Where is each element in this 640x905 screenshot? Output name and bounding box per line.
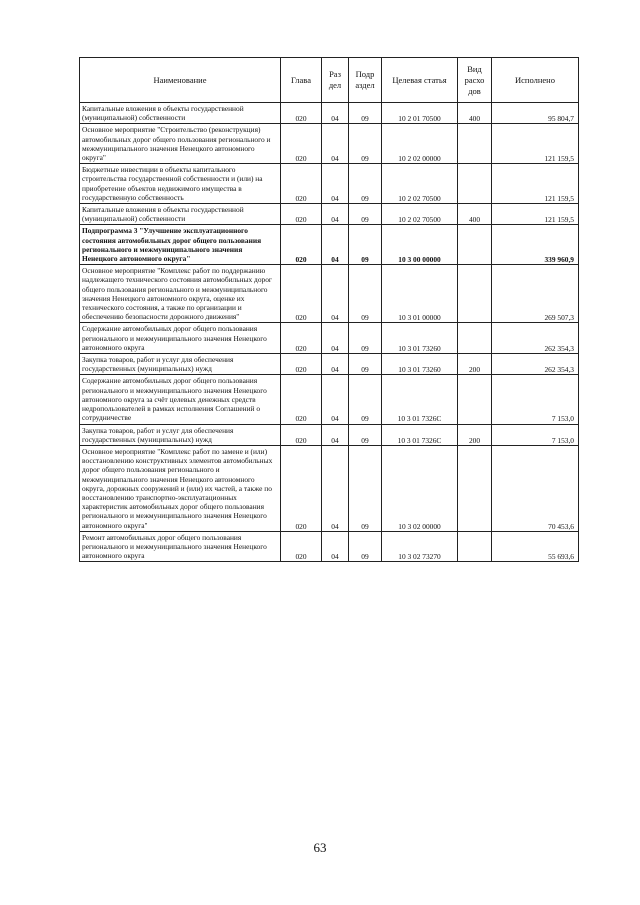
header-celevaya-statya: Целевая статья <box>382 58 458 103</box>
row-glava: 020 <box>281 445 322 531</box>
row-glava: 020 <box>281 225 322 265</box>
row-vid-rashodov: 200 <box>458 354 492 375</box>
row-ispolneno: 262 354,3 <box>492 354 579 375</box>
table-row <box>80 323 579 354</box>
row-name: Капитальные вложения в объекты государственной (муниципальной) собственности <box>80 204 281 225</box>
row-ispolneno: 7 153,0 <box>492 375 579 424</box>
row-celevaya-statya: 10 3 01 7326С <box>382 424 458 445</box>
row-ispolneno: 55 693,6 <box>492 531 579 562</box>
row-vid-rashodov: 400 <box>458 103 492 124</box>
row-razdel: 04 <box>322 375 349 424</box>
row-razdel: 04 <box>322 103 349 124</box>
header-vid-rashodov: Вид расхо дов <box>458 58 492 103</box>
row-razdel: 04 <box>322 323 349 354</box>
row-vid-rashodov <box>458 375 492 424</box>
row-vid-rashodov <box>458 225 492 265</box>
row-name: Основное мероприятие "Комплекс работ по поддержанию надлежащего технического состояния автомобильных дорог общего пользования регионального и межмуниципального значения Ненецкого автономного округа, оценке их технического состояния, а также по организации и обеспечению безопасности дорожного движения" <box>80 265 281 323</box>
row-name: Содержание автомобильных дорог общего пользования регионального и межмуниципального значения Ненецкого автономного округа за счёт целевых денежных средств недропользователей в рамках исполнения Соглашений о сотрудничестве <box>80 375 281 424</box>
row-glava: 020 <box>281 265 322 323</box>
row-celevaya-statya: 10 3 01 00000 <box>382 265 458 323</box>
row-razdel: 04 <box>322 225 349 265</box>
table-row <box>80 531 579 562</box>
header-name: Наименование <box>80 58 281 103</box>
row-podrazdel: 09 <box>349 164 382 204</box>
page-number: 63 <box>313 840 327 855</box>
table-row-subprogram <box>80 225 579 265</box>
row-celevaya-statya: 10 2 02 70500 <box>382 164 458 204</box>
row-razdel: 04 <box>322 204 349 225</box>
row-name: Подпрограмма 3 "Улучшение эксплуатационного состояния автомобильных дорог общего пользования регионального и межмуниципального значения Ненецкого автономного округа" <box>80 225 281 265</box>
row-podrazdel: 09 <box>349 204 382 225</box>
row-name: Капитальные вложения в объекты государственной (муниципальной) собственности <box>80 103 281 124</box>
row-razdel: 04 <box>322 124 349 164</box>
row-glava: 020 <box>281 323 322 354</box>
row-glava: 020 <box>281 424 322 445</box>
row-vid-rashodov <box>458 124 492 164</box>
row-celevaya-statya: 10 3 02 00000 <box>382 445 458 531</box>
row-name: Закупка товаров, работ и услуг для обеспечения государственных (муниципальных) нужд <box>80 354 281 375</box>
table-row <box>80 375 579 424</box>
table-row <box>80 164 579 204</box>
row-podrazdel: 09 <box>349 124 382 164</box>
header-glava: Глава <box>281 58 322 103</box>
row-name: Содержание автомобильных дорог общего пользования регионального и межмуниципального значения Ненецкого автономного округа <box>80 323 281 354</box>
row-celevaya-statya: 10 2 02 70500 <box>382 204 458 225</box>
row-ispolneno: 121 159,5 <box>492 164 579 204</box>
row-podrazdel: 09 <box>349 323 382 354</box>
row-razdel: 04 <box>322 164 349 204</box>
row-name: Основное мероприятие "Комплекс работ по замене и (или) восстановлению конструктивных элементов автомобильных дорог общего пользования регионального и межмуниципального значения Ненецкого автономного округа, дорожных сооружений и (или) их частей, а также по восстановлению транспортно-эксплуатационных характеристик автомобильных дорог общего пользования регионального и межмуниципального значения Ненецкого автономного округа" <box>80 445 281 531</box>
row-razdel: 04 <box>322 445 349 531</box>
table-row <box>80 354 579 375</box>
row-razdel: 04 <box>322 424 349 445</box>
row-ispolneno: 269 507,3 <box>492 265 579 323</box>
header-ispolneno: Исполнено <box>492 58 579 103</box>
row-podrazdel: 09 <box>349 375 382 424</box>
row-celevaya-statya: 10 3 01 7326С <box>382 375 458 424</box>
row-glava: 020 <box>281 531 322 562</box>
row-razdel: 04 <box>322 265 349 323</box>
row-vid-rashodov <box>458 531 492 562</box>
row-name: Закупка товаров, работ и услуг для обеспечения государственных (муниципальных) нужд <box>80 424 281 445</box>
row-vid-rashodov <box>458 445 492 531</box>
table-row <box>80 103 579 124</box>
header-row <box>80 58 579 103</box>
row-glava: 020 <box>281 375 322 424</box>
table-row <box>80 424 579 445</box>
row-name: Основное мероприятие "Строительство (реконструкция) автомобильных дорог общего пользования регионального и межмуниципального значения Ненецкого автономного округа" <box>80 124 281 164</box>
row-glava: 020 <box>281 103 322 124</box>
header-podrazdel: Подр аздел <box>349 58 382 103</box>
row-vid-rashodov: 200 <box>458 424 492 445</box>
header-razdel: Раз дел <box>322 58 349 103</box>
row-ispolneno: 70 453,6 <box>492 445 579 531</box>
row-podrazdel: 09 <box>349 265 382 323</box>
row-podrazdel: 09 <box>349 424 382 445</box>
table-row <box>80 204 579 225</box>
row-podrazdel: 09 <box>349 103 382 124</box>
row-razdel: 04 <box>322 531 349 562</box>
row-vid-rashodov <box>458 164 492 204</box>
row-vid-rashodov <box>458 323 492 354</box>
row-ispolneno: 95 804,7 <box>492 103 579 124</box>
row-ispolneno: 339 960,9 <box>492 225 579 265</box>
row-glava: 020 <box>281 204 322 225</box>
row-ispolneno: 7 153,0 <box>492 424 579 445</box>
row-ispolneno: 262 354,3 <box>492 323 579 354</box>
row-razdel: 04 <box>322 354 349 375</box>
table-row <box>80 445 579 531</box>
row-celevaya-statya: 10 3 01 73260 <box>382 354 458 375</box>
table-row <box>80 124 579 164</box>
row-celevaya-statya: 10 3 00 00000 <box>382 225 458 265</box>
row-vid-rashodov: 400 <box>458 204 492 225</box>
row-glava: 020 <box>281 124 322 164</box>
budget-table <box>79 57 579 562</box>
row-celevaya-statya: 10 2 01 70500 <box>382 103 458 124</box>
row-glava: 020 <box>281 164 322 204</box>
row-celevaya-statya: 10 3 02 73270 <box>382 531 458 562</box>
row-name: Ремонт автомобильных дорог общего пользования регионального и межмуниципального значения Ненецкого автономного округа <box>80 531 281 562</box>
row-glava: 020 <box>281 354 322 375</box>
row-vid-rashodov <box>458 265 492 323</box>
table-row <box>80 265 579 323</box>
row-podrazdel: 09 <box>349 225 382 265</box>
row-celevaya-statya: 10 2 02 00000 <box>382 124 458 164</box>
row-name: Бюджетные инвестиции в объекты капитального строительства государственной собственности и (или) на приобретение объектов недвижимого имущества в государственную собственность <box>80 164 281 204</box>
row-podrazdel: 09 <box>349 354 382 375</box>
row-celevaya-statya: 10 3 01 73260 <box>382 323 458 354</box>
row-ispolneno: 121 159,5 <box>492 124 579 164</box>
row-podrazdel: 09 <box>349 445 382 531</box>
row-ispolneno: 121 159,5 <box>492 204 579 225</box>
row-podrazdel: 09 <box>349 531 382 562</box>
